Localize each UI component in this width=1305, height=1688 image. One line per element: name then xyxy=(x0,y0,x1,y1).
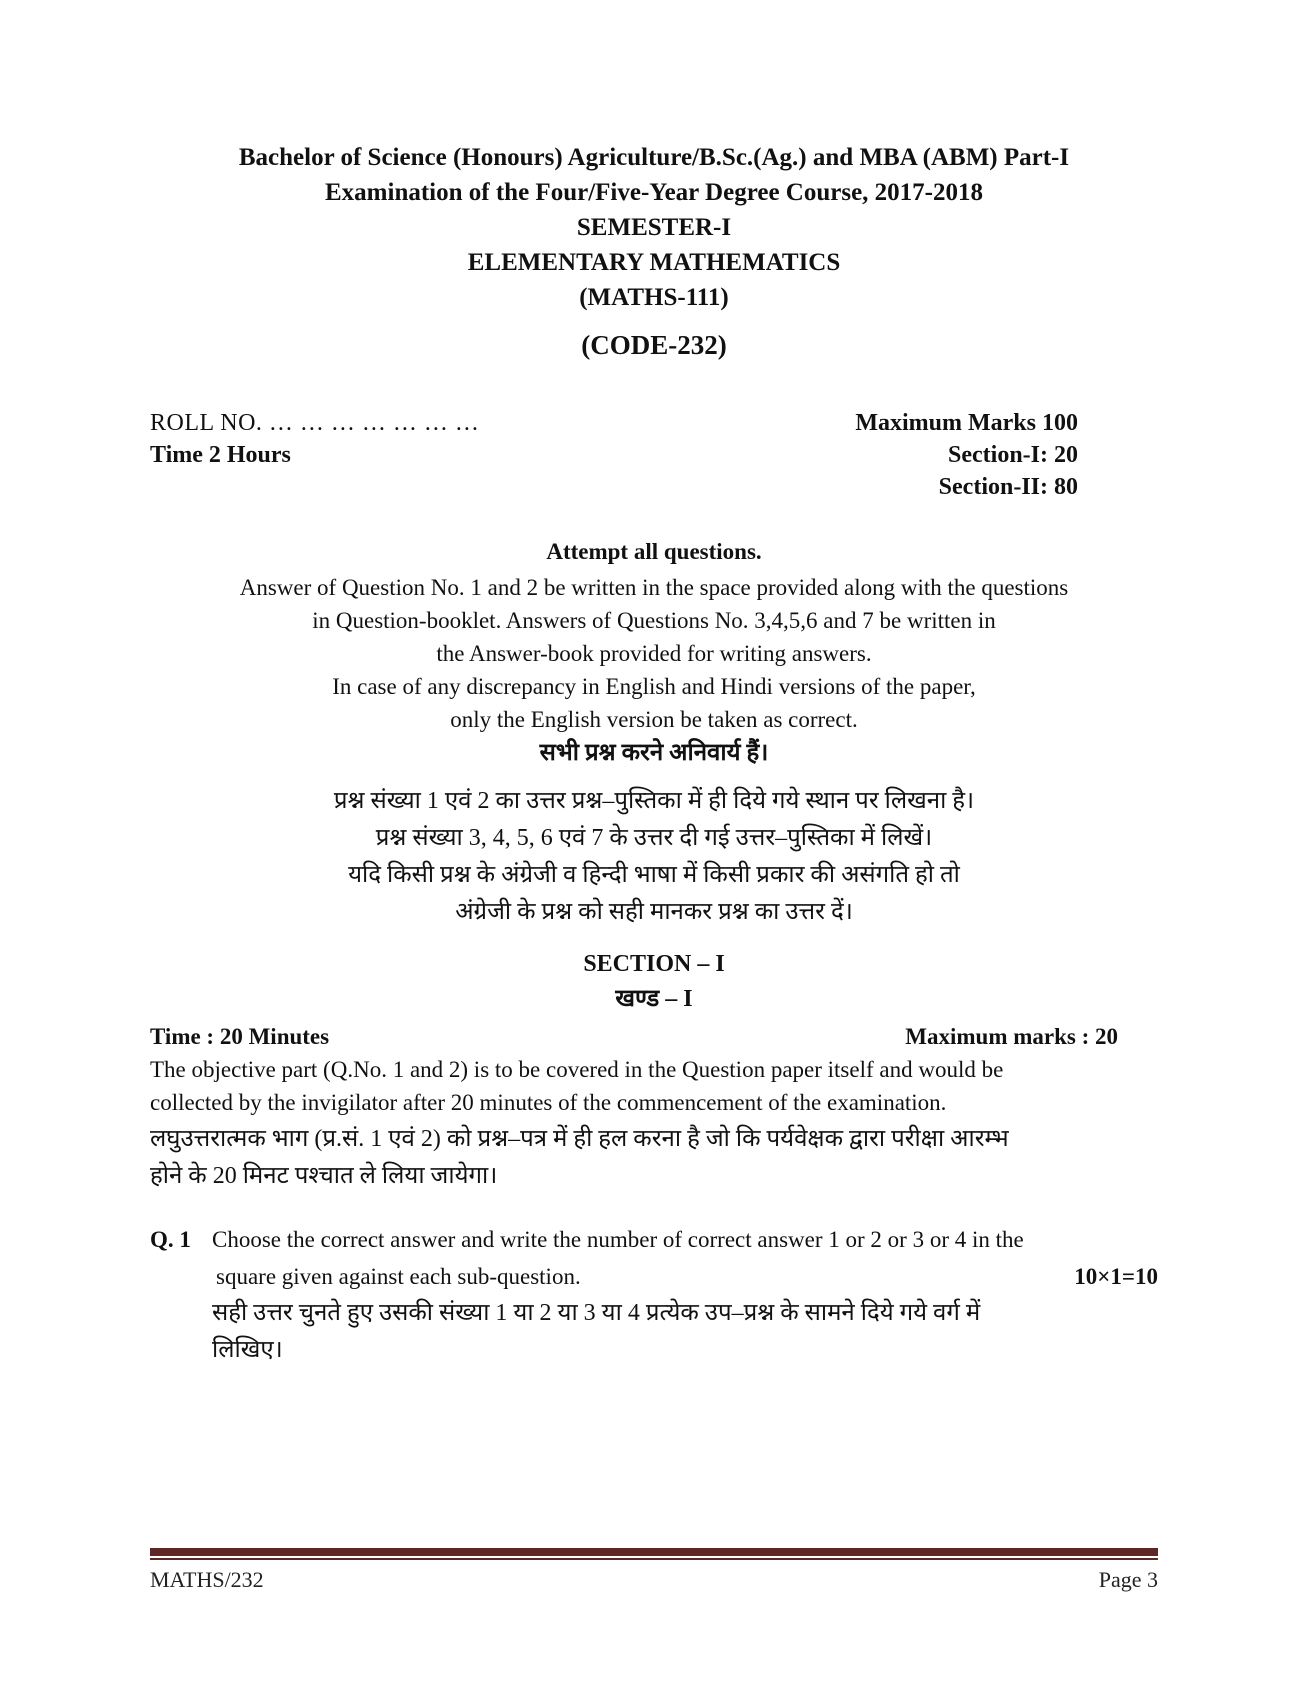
attempt-all-heading: Attempt all questions. xyxy=(546,539,762,564)
hindi-instruction-line: यदि किसी प्रश्न के अंग्रेजी व हिन्दी भाषा में किसी प्रकार की असंगति हो तो xyxy=(348,862,960,888)
question-1-text-line2: square given against each sub-question. xyxy=(216,1264,581,1289)
footer-rule-thick xyxy=(150,1548,1158,1556)
title-line-code: (CODE-232) xyxy=(581,330,727,360)
title-line-subject: ELEMENTARY MATHEMATICS xyxy=(467,249,841,276)
section1-max-marks-label: Maximum marks : 20 xyxy=(905,1024,1118,1049)
objective-paragraph-english xyxy=(150,1053,1158,1119)
objective-line: The objective part (Q.No. 1 and 2) is to be covered in the Question paper itself and would be xyxy=(150,1057,1004,1082)
title-line-examination: Examination of the Four/Five-Year Degree Course, 2017-2018 xyxy=(325,179,983,206)
instruction-line: in Question-booklet. Answers of Questions No. 3,4,5,6 and 7 be written in xyxy=(312,608,996,633)
title-line-degree: Bachelor of Science (Honours) Agriculture/B.Sc.(Ag.) and MBA (ABM) Part-I xyxy=(238,144,1070,171)
question-1-second-line xyxy=(216,1258,1158,1295)
section1-time-label: Time : 20 Minutes xyxy=(150,1024,330,1049)
question-1-first-line xyxy=(150,1221,1158,1258)
title-line-semester: SEMESTER-I xyxy=(576,214,732,241)
objective-line: collected by the invigilator after 20 minutes of the commencement of the examination. xyxy=(150,1090,947,1115)
roll-no-label: ROLL NO. … … … … … … … xyxy=(150,410,480,436)
footer-page-number: Page 3 xyxy=(1098,1567,1158,1592)
footer-doc-code: MATHS/232 xyxy=(150,1567,264,1592)
question-1-marks: 10×1=10 xyxy=(1074,1264,1158,1289)
meta-left xyxy=(150,407,479,503)
section1-heading-hindi: खण्ड – I xyxy=(615,986,693,1012)
meta-row xyxy=(150,407,1158,503)
instruction-line: the Answer-book provided for writing answers. xyxy=(436,641,872,666)
question-1-hindi-line: सही उत्तर चुनते हुए उसकी संख्या 1 या 2 या 3 या 4 प्रत्येक उप–प्रश्न के सामने दिये गये वर्ग में xyxy=(212,1300,981,1326)
english-instructions xyxy=(150,571,1158,736)
question-1-number: Q. 1 xyxy=(150,1227,191,1252)
hindi-instructions xyxy=(150,783,1158,931)
question-1-text-line1: Choose the correct answer and write the number of correct answer 1 or 2 or 3 or 4 in the xyxy=(212,1227,1024,1252)
instruction-line: only the English version be taken as correct. xyxy=(450,707,858,732)
title-line-paper-code: (MATHS-111) xyxy=(579,284,729,311)
hindi-attempt-all-heading: सभी प्रश्न करने अनिवार्य हैं। xyxy=(539,740,769,766)
objective-hindi-line: होने के 20 मिनट पश्चात ले लिया जायेगा। xyxy=(150,1163,498,1189)
time-label: Time 2 Hours xyxy=(150,442,291,468)
hindi-instruction-line: प्रश्न संख्या 3, 4, 5, 6 एवं 7 के उत्तर दी गई उत्तर–पुस्तिका में लिखें। xyxy=(375,825,933,851)
section2-marks-label: Section-II: 80 xyxy=(938,474,1078,500)
maximum-marks-label: Maximum Marks 100 xyxy=(855,410,1078,436)
title-block xyxy=(150,140,1158,315)
footer-rule-thin xyxy=(150,1558,1158,1560)
question-1-hindi-text xyxy=(212,1295,1158,1369)
meta-right xyxy=(855,407,1158,503)
instruction-line: In case of any discrepancy in English and Hindi versions of the paper, xyxy=(332,674,976,699)
objective-paragraph-hindi xyxy=(150,1121,1158,1195)
instruction-line: Answer of Question No. 1 and 2 be written in the space provided along with the questions xyxy=(239,575,1069,600)
section1-heading-english: SECTION – I xyxy=(583,951,725,977)
section1-time-row xyxy=(150,1021,1158,1053)
hindi-instruction-line: अंग्रेजी के प्रश्न को सही मानकर प्रश्न का उत्तर दें। xyxy=(455,899,853,925)
question-1-hindi-line: लिखिए। xyxy=(212,1337,283,1363)
objective-hindi-line: लघुउत्तरात्मक भाग (प्र.सं. 1 एवं 2) को प्रश्न–पत्र में ही हल करना है जो कि पर्यवेक्षक द्वारा परीक्षा आरम्भ xyxy=(150,1126,1009,1152)
question-1-block xyxy=(150,1221,1158,1369)
page-footer xyxy=(150,1548,1158,1593)
hindi-instruction-line: प्रश्न संख्या 1 एवं 2 का उत्तर प्रश्न–पुस्तिका में ही दिये गये स्थान पर लिखना है। xyxy=(333,788,975,814)
section1-marks-label: Section-I: 20 xyxy=(948,442,1078,468)
footer-text-row xyxy=(150,1567,1158,1593)
